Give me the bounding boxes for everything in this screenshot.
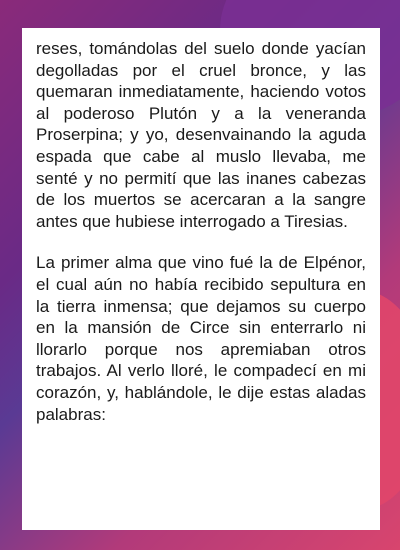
text-card bbox=[22, 28, 380, 530]
paragraph-2: La primer alma que vino fué la de Elpénor, el cual aún no había recibido sepultura en la tierra inmensa; que dejamos su cuerpo en la mansión de Circe sin enterrarlo ni llorarlo porque nos apremiaban otros trabajos. Al verlo lloré, le compadecí en mi corazón, y, hablándole, le dije estas aladas palabras: bbox=[36, 253, 366, 424]
paragraph-1: reses, tomándolas del suelo donde yacían degolladas por el cruel bronce, y las quemaran inmediatamente, haciendo votos al poderoso Plutón y a la veneranda Proserpina; y yo, desenvainando la aguda espada que cabe al muslo llevaba, me senté y no permití que las inanes cabezas de los muertos se acercaran a la sangre antes que hubiese interrogado a Tiresias. bbox=[36, 39, 366, 231]
